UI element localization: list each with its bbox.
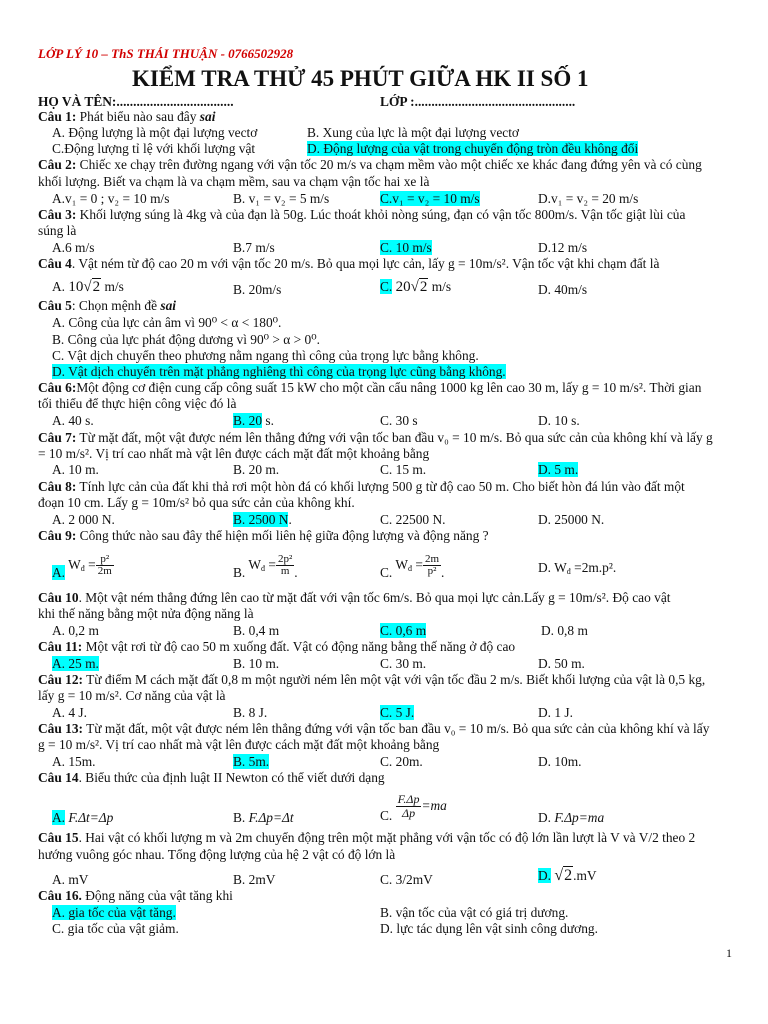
- question-label: Câu 6:: [38, 380, 77, 395]
- option-b: B. 2mV: [233, 872, 276, 887]
- question-label: Câu 9:: [38, 528, 77, 543]
- option-c-answer: C.v₁ = v₂ = 10 m/s: [380, 191, 480, 206]
- question-text: Động năng của vật tăng khi: [81, 888, 233, 903]
- option-b: B. 10 m.: [233, 656, 280, 671]
- question-label: Câu 3:: [38, 207, 77, 222]
- option-d-answer: D. Vật dịch chuyển trên mặt phẳng nghiêng thì công của trọng lực cũng bằng không.: [52, 364, 506, 379]
- option-c: C. 3/2mV: [380, 872, 433, 887]
- option-a: A. 40 s.: [52, 413, 94, 428]
- option-c: C. gia tốc của vật giảm.: [52, 921, 179, 936]
- question-text: Từ mặt đất, một vật được ném lên thẳng đứng với vận tốc ban đầu v₀ = 10 m/s. Bỏ qua sức cản của không khí và lấy: [83, 721, 710, 736]
- option-c: C. $W_đ$ = $\frac{2m}{\text{p²}}$ .: [380, 553, 445, 580]
- question-2: [38, 157, 702, 172]
- question-12: [38, 672, 705, 687]
- option-a: A. Công của lực cản âm vì 90⁰ < α < 180⁰.: [52, 315, 282, 330]
- option-d-answer: D. 5 m.: [538, 462, 579, 477]
- option-b-answer: B. 5m.: [233, 754, 270, 769]
- question-label: Câu 11:: [38, 639, 83, 654]
- option-b-answer: B. 20 s.: [233, 413, 274, 428]
- question-label: Câu 7:: [38, 430, 77, 445]
- option-a: A. mV: [52, 872, 89, 887]
- question-text-continued: tối thiểu để thực hiện công việc đó là: [38, 396, 237, 411]
- question-10: [38, 590, 670, 605]
- option-a: A. 15m.: [52, 754, 96, 769]
- option-b: B. 20m/s: [233, 282, 282, 297]
- name-field: HỌ VÀ TÊN:...................................: [38, 94, 234, 109]
- question-text: Chiếc xe chạy trên đường ngang với vận tốc 20 m/s va chạm mềm vào một chiếc xe khác đang đứng yên và có cùng: [76, 157, 702, 172]
- question-15: [38, 830, 695, 845]
- question-text: . Vật ném từ độ cao 20 m với vận tốc 20 m/s. Bỏ qua mọi lực cản, lấy g = 10m/s². Vận tốc vật khi chạm đất là: [71, 256, 660, 271]
- question-5: [38, 298, 176, 313]
- question-text: Công thức nào sau đây thể hiện mối liên hệ giữa động lượng và động năng ?: [76, 528, 489, 543]
- option-d: D. F.Δp=ma: [538, 810, 605, 825]
- question-11: [38, 639, 515, 654]
- question-1: [38, 109, 215, 124]
- option-a-answer: A. gia tốc của vật tăng.: [52, 905, 176, 920]
- option-b: B. $W_đ$ = $\frac{\text{2p²}}{m}$ .: [233, 553, 298, 580]
- option-b-answer: B. 2500 N.: [233, 512, 292, 527]
- option-b: B. Công của lực phát động dương vì 90⁰ > α > 0⁰.: [52, 332, 320, 347]
- class-field: LỚP :................................................: [380, 94, 576, 109]
- option-d: D. $W_đ =2m.p^2$.: [538, 560, 617, 576]
- option-b: B. v₁ = v₂ = 5 m/s: [233, 191, 330, 206]
- option-d: D.12 m/s: [538, 240, 588, 255]
- question-7: [38, 430, 713, 445]
- option-d: D. 0,8 m: [541, 623, 588, 638]
- option-d: D. 10 s.: [538, 413, 580, 428]
- question-emphasis: sai: [199, 109, 216, 124]
- option-d: D. lực tác dụng lên vật sinh công dương.: [380, 921, 598, 936]
- question-label: Câu 10: [38, 590, 79, 605]
- option-a: A. 10 m.: [52, 462, 99, 477]
- question-label: Câu 8:: [38, 479, 77, 494]
- option-c: C. 20m.: [380, 754, 423, 769]
- option-a: A. 2 000 N.: [52, 512, 115, 527]
- option-c: C. 15 m.: [380, 462, 427, 477]
- option-a: A. 4 J.: [52, 705, 87, 720]
- question-14: [38, 770, 385, 785]
- option-c: C. 22500 N.: [380, 512, 446, 527]
- question-text-continued: khi thế năng bằng một nửa động năng là: [38, 606, 254, 621]
- header-top-line: LỚP LÝ 10 – ThS THÁI THUẬN - 0766502928: [38, 46, 294, 61]
- question-13: [38, 721, 709, 736]
- question-text: Một động cơ điện cung cấp công suất 15 kW cho một cần cẩu nâng 1000 kg lên cao 30 m, lấy g = 10 m/s². Thời gian: [76, 380, 702, 395]
- option-c-answer: C. 5 J.: [380, 705, 415, 720]
- question-9: [38, 528, 489, 543]
- question-text: : Chọn mệnh đề: [71, 298, 161, 313]
- option-c-answer: C. 0,6 m: [380, 623, 427, 638]
- option-d: D. 10m.: [538, 754, 582, 769]
- question-text: . Một vật ném thẳng đứng lên cao từ mặt đất với vận tốc 6m/s. Bỏ qua mọi lực cản.Lấy g = 10m/s². Độ cao vật: [78, 590, 671, 605]
- option-c: C.Động lượng tỉ lệ với khối lượng vật: [52, 141, 256, 156]
- option-d-answer: D. √2.mV: [538, 867, 597, 884]
- option-c: C. 30 m.: [380, 656, 427, 671]
- question-8: [38, 479, 685, 494]
- option-d: D.v₁ = v₂ = 20 m/s: [538, 191, 639, 206]
- question-text-continued: hướng vuông góc nhau. Tổng động lượng của hệ 2 vật có độ lớn là: [38, 847, 396, 862]
- question-16: [38, 888, 233, 903]
- question-text-continued: súng là: [38, 223, 77, 238]
- question-label: Câu 4: [38, 256, 72, 271]
- option-b: B. vận tốc của vật có giá trị dương.: [380, 905, 569, 920]
- option-c: C. 30 s: [380, 413, 418, 428]
- question-label: Câu 1:: [38, 109, 77, 124]
- question-text-continued: g = 10 m/s². Vị trí cao nhất mà vật lên được cách mặt đất một khoảng bằng: [38, 737, 440, 752]
- option-b: B. 0,4 m: [233, 623, 280, 638]
- option-b: B. 20 m.: [233, 462, 280, 477]
- option-d: D. 40m/s: [538, 282, 588, 297]
- question-text-continued: đoạn 10 cm. Lấy g = 10m/s² bỏ qua sức cản của không khí.: [38, 495, 355, 510]
- question-text: Từ mặt đất, một vật được ném lên thẳng đứng với vận tốc ban đầu v₀ = 10 m/s. Bỏ qua sức cản của không khí và lấy g: [76, 430, 713, 445]
- question-text: Phát biểu nào sau đây: [76, 109, 200, 124]
- option-d: D. 25000 N.: [538, 512, 605, 527]
- option-a-answer: A. F.Δt=Δp: [52, 810, 114, 825]
- question-label: Câu 15: [38, 830, 79, 845]
- question-label: Câu 2:: [38, 157, 77, 172]
- question-text: Từ điểm M cách mặt đất 0,8 m một người ném lên một vật với vận tốc đầu 2 m/s. Biết khối lượng của vật là 0,5 kg,: [83, 672, 706, 687]
- option-c: C. Vật dịch chuyển theo phương nằm ngang thì công của trọng lực bằng không.: [52, 348, 479, 363]
- question-text: Khối lượng súng là 4kg và của đạn là 50g. Lúc thoát khỏi nòng súng, đạn có vận tốc 800m/s. Vận tốc giật lùi của: [76, 207, 686, 222]
- option-b: B. 8 J.: [233, 705, 268, 720]
- option-b: B.7 m/s: [233, 240, 275, 255]
- option-d-answer: D. Động lượng của vật trong chuyển động tròn đều không đổi: [307, 141, 639, 156]
- question-label: Câu 5: [38, 298, 72, 313]
- question-text-continued: = 10 m/s². Vị trí cao nhất mà vật lên được cách mặt đất một khoảng bằng: [38, 446, 430, 461]
- question-text: Một vật rơi từ độ cao 50 m xuống đất. Vật có động năng bằng thế năng ở độ cao: [82, 639, 516, 654]
- option-b: B. Xung của lực là một đại lượng vectơ: [307, 125, 520, 140]
- option-c: C. $\frac{F.\Delta p}{\Delta p}$ =ma: [380, 792, 447, 823]
- question-text: . Biểu thức của định luật II Newton có thể viết dưới dạng: [78, 770, 385, 785]
- option-a-answer: A. 25 m.: [52, 656, 99, 671]
- question-label: Câu 13:: [38, 721, 84, 736]
- option-a: A. Động lượng là một đại lượng vectơ: [52, 125, 258, 140]
- option-a: A.6 m/s: [52, 240, 95, 255]
- question-4: [38, 256, 659, 271]
- option-b: B. F.Δp=Δt: [233, 810, 294, 825]
- option-a: A. 0,2 m: [52, 623, 99, 638]
- question-text-continued: lấy g = 10 m/s². Cơ năng của vật là: [38, 688, 226, 703]
- page-number: 1: [726, 946, 732, 960]
- question-label: Câu 16.: [38, 888, 82, 903]
- question-emphasis: sai: [160, 298, 177, 313]
- question-6: [38, 380, 701, 395]
- question-label: Câu 14: [38, 770, 79, 785]
- question-text: . Hai vật có khối lượng m và 2m chuyển động trên một mặt phẳng với vận tốc có độ lớn lần lượt là V và V/2 theo 2: [78, 830, 696, 845]
- option-c-answer: C. 20√2 m/s: [380, 279, 452, 295]
- question-text-continued: khối lượng. Biết va chạm là va chạm mềm, sau va chạm vận tốc hai xe là: [38, 174, 430, 189]
- page-title: KIỂM TRA THỬ 45 PHÚT GIỮA HK II SỐ 1: [132, 66, 589, 91]
- option-c-answer: C. 10 m/s: [380, 240, 432, 255]
- question-3: [38, 207, 685, 222]
- option-a: A. 10√2 m/s: [52, 279, 124, 295]
- question-label: Câu 12:: [38, 672, 84, 687]
- option-d: D. 1 J.: [538, 705, 573, 720]
- option-a-answer: A. $W_đ$ = $\frac{\text{p²}}{2m}$: [52, 553, 112, 580]
- question-text: Tính lực cản của đất khi thả rơi một hòn đá có khối lượng 500 g từ độ cao 50 m. Cho biết hòn đá lún vào đất một: [76, 479, 685, 494]
- option-d: D. 50 m.: [538, 656, 585, 671]
- option-a: A.v₁ = 0 ; v₂ = 10 m/s: [52, 191, 170, 206]
